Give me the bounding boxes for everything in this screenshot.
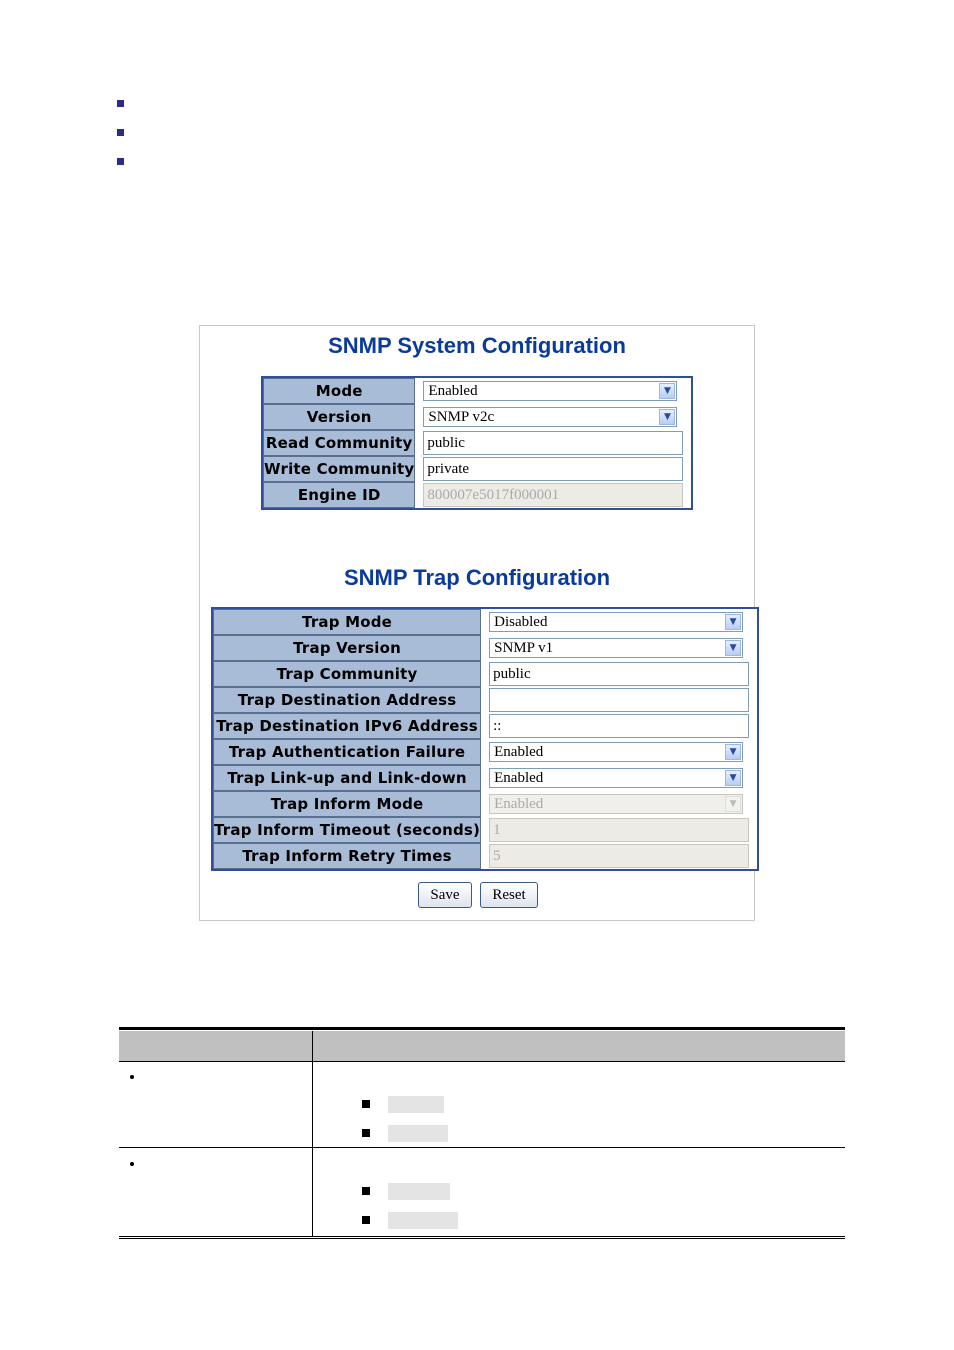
mode-label: Mode	[263, 378, 415, 404]
trap-authentication-failure-label: Trap Authentication Failure	[213, 739, 481, 765]
config-row	[213, 635, 757, 661]
list-bullet-icon	[130, 1162, 134, 1166]
bullet-icon	[117, 129, 124, 136]
trap-community-label: Trap Community	[213, 661, 481, 687]
bullet-icon	[117, 100, 124, 107]
trap-link-up-and-link-down-label: Trap Link-up and Link-down	[213, 765, 481, 791]
config-row	[213, 765, 757, 791]
value-cell	[415, 456, 691, 482]
trap-config-title: SNMP Trap Configuration	[343, 565, 611, 590]
value-cell	[481, 791, 757, 817]
table-top-rule	[119, 1027, 845, 1030]
trap-inform-timeout-seconds-label: Trap Inform Timeout (seconds)	[213, 817, 481, 843]
row-divider	[119, 1147, 845, 1148]
value-cell	[481, 635, 757, 661]
write-community-label: Write Community	[263, 456, 415, 482]
value-cell	[481, 765, 757, 791]
trap-version-select[interactable]	[489, 638, 743, 658]
config-row	[263, 378, 691, 404]
chevron-down-icon[interactable]: ▼	[659, 383, 675, 399]
square-bullet-icon	[362, 1187, 370, 1195]
value-cell	[481, 687, 757, 713]
write-community-input[interactable]: private	[423, 457, 683, 481]
config-row	[263, 456, 691, 482]
config-row	[213, 791, 757, 817]
config-row	[213, 739, 757, 765]
engine-id-label: Engine ID	[263, 482, 415, 508]
config-row	[213, 609, 757, 635]
trap-version-label: Trap Version	[213, 635, 481, 661]
reset-button[interactable]: Reset	[480, 882, 538, 908]
value-cell	[415, 430, 691, 456]
table-bottom-rule	[119, 1236, 845, 1239]
value-cell	[415, 378, 691, 404]
selected-value: Enabled	[494, 796, 544, 812]
trap-mode-label: Trap Mode	[213, 609, 481, 635]
chevron-down-icon[interactable]: ▼	[725, 614, 741, 630]
trap-inform-timeout-seconds-input: 1	[489, 818, 749, 842]
value-cell	[481, 713, 757, 739]
config-row	[213, 843, 757, 869]
trap-inform-mode-select	[489, 794, 743, 814]
trap-authentication-failure-select[interactable]	[489, 742, 743, 762]
config-row	[213, 713, 757, 739]
square-bullet-icon	[362, 1129, 370, 1137]
chevron-down-icon[interactable]: ▼	[725, 744, 741, 760]
config-row	[263, 404, 691, 430]
version-select[interactable]	[423, 407, 677, 427]
config-row	[213, 817, 757, 843]
bullet-icon	[117, 158, 124, 165]
snmp-config-panel	[199, 325, 755, 921]
trap-destination-address-label: Trap Destination Address	[213, 687, 481, 713]
selected-value: SNMP v1	[494, 640, 554, 656]
square-bullet-icon	[362, 1100, 370, 1108]
trap-destination-ipv6-address-label: Trap Destination IPv6 Address	[213, 713, 481, 739]
trap-destination-ipv6-address-input[interactable]: ::	[489, 714, 749, 738]
read-community-label: Read Community	[263, 430, 415, 456]
redacted-text	[388, 1183, 450, 1200]
value-cell	[415, 482, 691, 508]
parameter-description-table	[119, 1027, 845, 1239]
redacted-text	[388, 1212, 458, 1229]
trap-mode-select[interactable]	[489, 612, 743, 632]
list-bullet-icon	[130, 1075, 134, 1079]
value-cell	[481, 817, 757, 843]
trap-destination-address-input[interactable]	[489, 688, 749, 712]
system-config-title: SNMP System Configuration	[328, 333, 626, 358]
config-row	[263, 482, 691, 508]
config-row	[213, 661, 757, 687]
system-config-table	[261, 376, 693, 510]
chevron-down-icon[interactable]: ▼	[659, 409, 675, 425]
value-cell	[481, 739, 757, 765]
trap-config-table	[211, 607, 759, 871]
table-header-row	[119, 1031, 845, 1062]
value-cell	[481, 661, 757, 687]
engine-id-input: 800007e5017f000001	[423, 483, 683, 507]
selected-value: Enabled	[428, 383, 478, 399]
config-row	[213, 687, 757, 713]
read-community-input[interactable]: public	[423, 431, 683, 455]
value-cell	[481, 609, 757, 635]
selected-value: Disabled	[494, 614, 548, 630]
chevron-down-icon[interactable]: ▼	[725, 796, 741, 812]
selected-value: Enabled	[494, 744, 544, 760]
trap-link-up-and-link-down-select[interactable]	[489, 768, 743, 788]
mode-select[interactable]	[423, 381, 677, 401]
selected-value: Enabled	[494, 770, 544, 786]
selected-value: SNMP v2c	[428, 409, 495, 425]
square-bullet-icon	[362, 1216, 370, 1224]
value-cell	[481, 843, 757, 869]
trap-community-input[interactable]: public	[489, 662, 749, 686]
value-cell	[415, 404, 691, 430]
chevron-down-icon[interactable]: ▼	[725, 640, 741, 656]
trap-inform-mode-label: Trap Inform Mode	[213, 791, 481, 817]
chevron-down-icon[interactable]: ▼	[725, 770, 741, 786]
save-button[interactable]: Save	[418, 882, 472, 908]
column-divider	[312, 1031, 313, 1237]
version-label: Version	[263, 404, 415, 430]
redacted-text	[388, 1125, 448, 1142]
redacted-text	[388, 1096, 444, 1113]
config-row	[263, 430, 691, 456]
trap-inform-retry-times-label: Trap Inform Retry Times	[213, 843, 481, 869]
trap-inform-retry-times-input: 5	[489, 844, 749, 868]
